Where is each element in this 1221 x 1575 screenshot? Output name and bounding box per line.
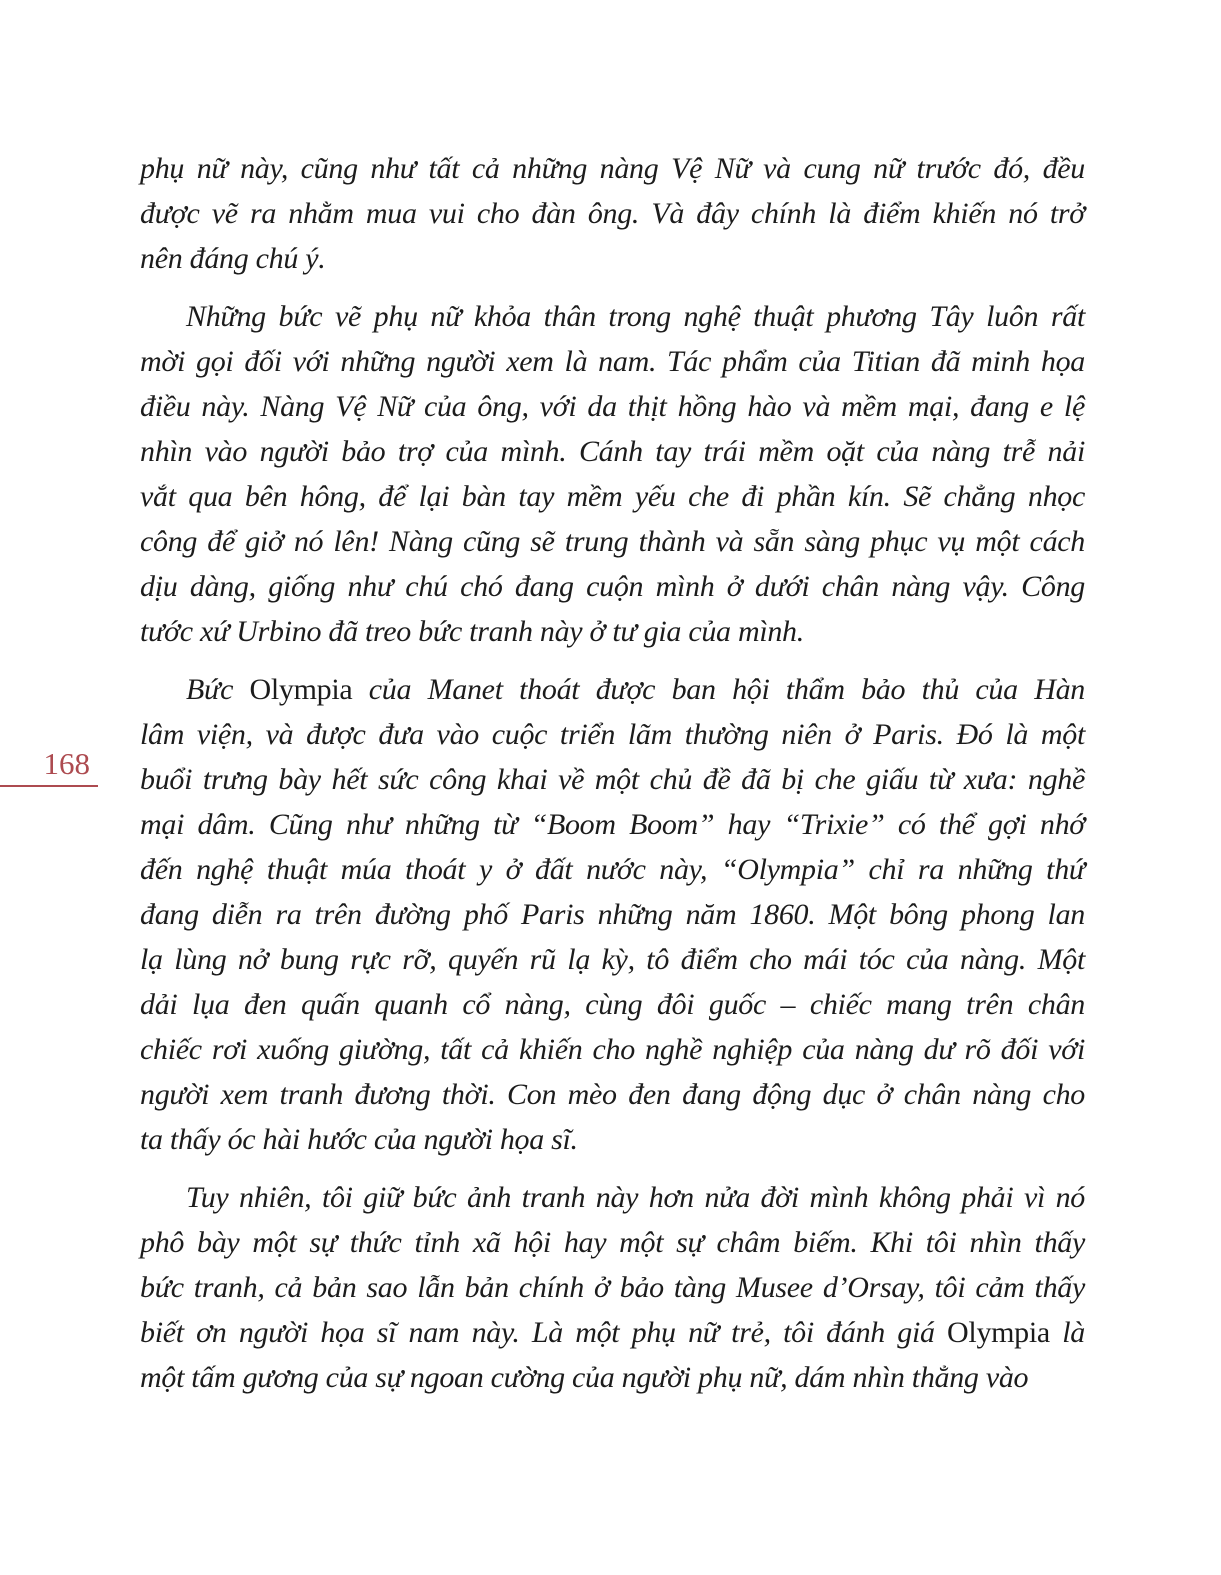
text-segment: Bức — [186, 673, 250, 706]
page-number: 168 — [43, 746, 90, 781]
text-segment: của Manet thoát được ban hội thẩm bảo thủ của Hàn — [352, 673, 1085, 706]
text-line — [140, 847, 1085, 892]
artwork-title: Olympia — [947, 1316, 1050, 1349]
text-line — [140, 339, 1085, 384]
text-line — [140, 982, 1085, 1027]
text-line — [140, 191, 1085, 236]
text-line — [140, 802, 1085, 847]
paragraph — [140, 667, 1085, 1162]
text-line — [140, 1117, 1085, 1162]
text-line — [140, 429, 1085, 474]
text-line — [140, 667, 1085, 712]
text-segment: buổi trưng bày hết sức công khai về một chủ đề đã bị che giấu từ xưa: nghề — [140, 763, 1085, 796]
text-line — [140, 294, 1085, 339]
text-segment: một tấm gương của sự ngoan cường của người phụ nữ, dám nhìn thẳng vào — [140, 1361, 1029, 1394]
text-block — [140, 146, 1085, 1413]
text-segment: Những bức vẽ phụ nữ khỏa thân trong nghệ thuật phương Tây luôn rất — [186, 300, 1085, 333]
text-segment: tước xứ Urbino đã treo bức tranh này ở tư gia của mình. — [140, 615, 804, 648]
page-number-block — [0, 748, 98, 787]
paragraph — [140, 1175, 1085, 1400]
text-line — [140, 937, 1085, 982]
text-segment: công để giở nó lên! Nàng cũng sẽ trung thành và sẵn sàng phục vụ một cách — [140, 525, 1085, 558]
paragraph — [140, 294, 1085, 654]
text-line — [140, 384, 1085, 429]
text-line — [140, 757, 1085, 802]
text-line — [140, 892, 1085, 937]
text-segment: nên đáng chú ý. — [140, 242, 326, 275]
text-segment: biết ơn người họa sĩ nam này. Là một phụ nữ trẻ, tôi đánh giá — [140, 1316, 948, 1349]
text-line — [140, 236, 1085, 281]
text-segment: mời gọi đối với những người xem là nam. Tác phẩm của Titian đã minh họa — [140, 345, 1085, 378]
text-line — [140, 1072, 1085, 1117]
text-line — [140, 1355, 1085, 1400]
text-line — [140, 519, 1085, 564]
text-line — [140, 1310, 1085, 1355]
text-line — [140, 1027, 1085, 1072]
text-segment: bức tranh, cả bản sao lẫn bản chính ở bảo tàng Musee d’Orsay, tôi cảm thấy — [140, 1271, 1085, 1304]
text-line — [140, 474, 1085, 519]
text-line — [140, 1265, 1085, 1310]
text-segment: phô bày một sự thức tỉnh xã hội hay một sự châm biếm. Khi tôi nhìn thấy — [140, 1226, 1085, 1259]
text-segment: Tuy nhiên, tôi giữ bức ảnh tranh này hơn nửa đời mình không phải vì nó — [186, 1181, 1085, 1214]
text-segment: ta thấy óc hài hước của người họa sĩ. — [140, 1123, 578, 1156]
text-segment: điều này. Nàng Vệ Nữ của ông, với da thịt hồng hào và mềm mại, đang e lệ — [140, 390, 1085, 423]
text-segment: dịu dàng, giống như chú chó đang cuộn mình ở dưới chân nàng vậy. Công — [140, 570, 1085, 603]
text-segment: đang diễn ra trên đường phố Paris những năm 1860. Một bông phong lan — [140, 898, 1085, 931]
text-segment: là — [1049, 1316, 1085, 1349]
text-segment: người xem tranh đương thời. Con mèo đen đang động dục ở chân nàng cho — [140, 1078, 1085, 1111]
text-line — [140, 1220, 1085, 1265]
text-segment: vắt qua bên hông, để lại bàn tay mềm yếu che đi phần kín. Sẽ chẳng nhọc — [140, 480, 1085, 513]
text-segment: chiếc rơi xuống giường, tất cả khiến cho nghề nghiệp của nàng dư rõ đối với — [140, 1033, 1085, 1066]
text-line — [140, 1175, 1085, 1220]
text-segment: được vẽ ra nhằm mua vui cho đàn ông. Và đây chính là điểm khiến nó trở — [140, 197, 1085, 230]
text-segment: dải lụa đen quấn quanh cổ nàng, cùng đôi guốc – chiếc mang trên chân — [140, 988, 1085, 1021]
text-segment: lạ lùng nở bung rực rỡ, quyến rũ lạ kỳ, tô điểm cho mái tóc của nàng. Một — [140, 943, 1085, 976]
text-segment: phụ nữ này, cũng như tất cả những nàng Vệ Nữ và cung nữ trước đó, đều — [140, 152, 1085, 185]
text-line — [140, 712, 1085, 757]
text-segment: lâm viện, và được đưa vào cuộc triển lãm thường niên ở Paris. Đó là một — [140, 718, 1085, 751]
text-segment: mại dâm. Cũng như những từ “Boom Boom” hay “Trixie” có thể gợi nhớ — [140, 808, 1085, 841]
text-segment: nhìn vào người bảo trợ của mình. Cánh tay trái mềm oặt của nàng trễ nải — [140, 435, 1085, 468]
text-line — [140, 609, 1085, 654]
artwork-title: Olympia — [249, 673, 353, 706]
text-line — [140, 146, 1085, 191]
text-line — [140, 564, 1085, 609]
text-segment: đến nghệ thuật múa thoát y ở đất nước này, “Olympia” chỉ ra những thứ — [140, 853, 1085, 886]
paragraph — [140, 146, 1085, 281]
